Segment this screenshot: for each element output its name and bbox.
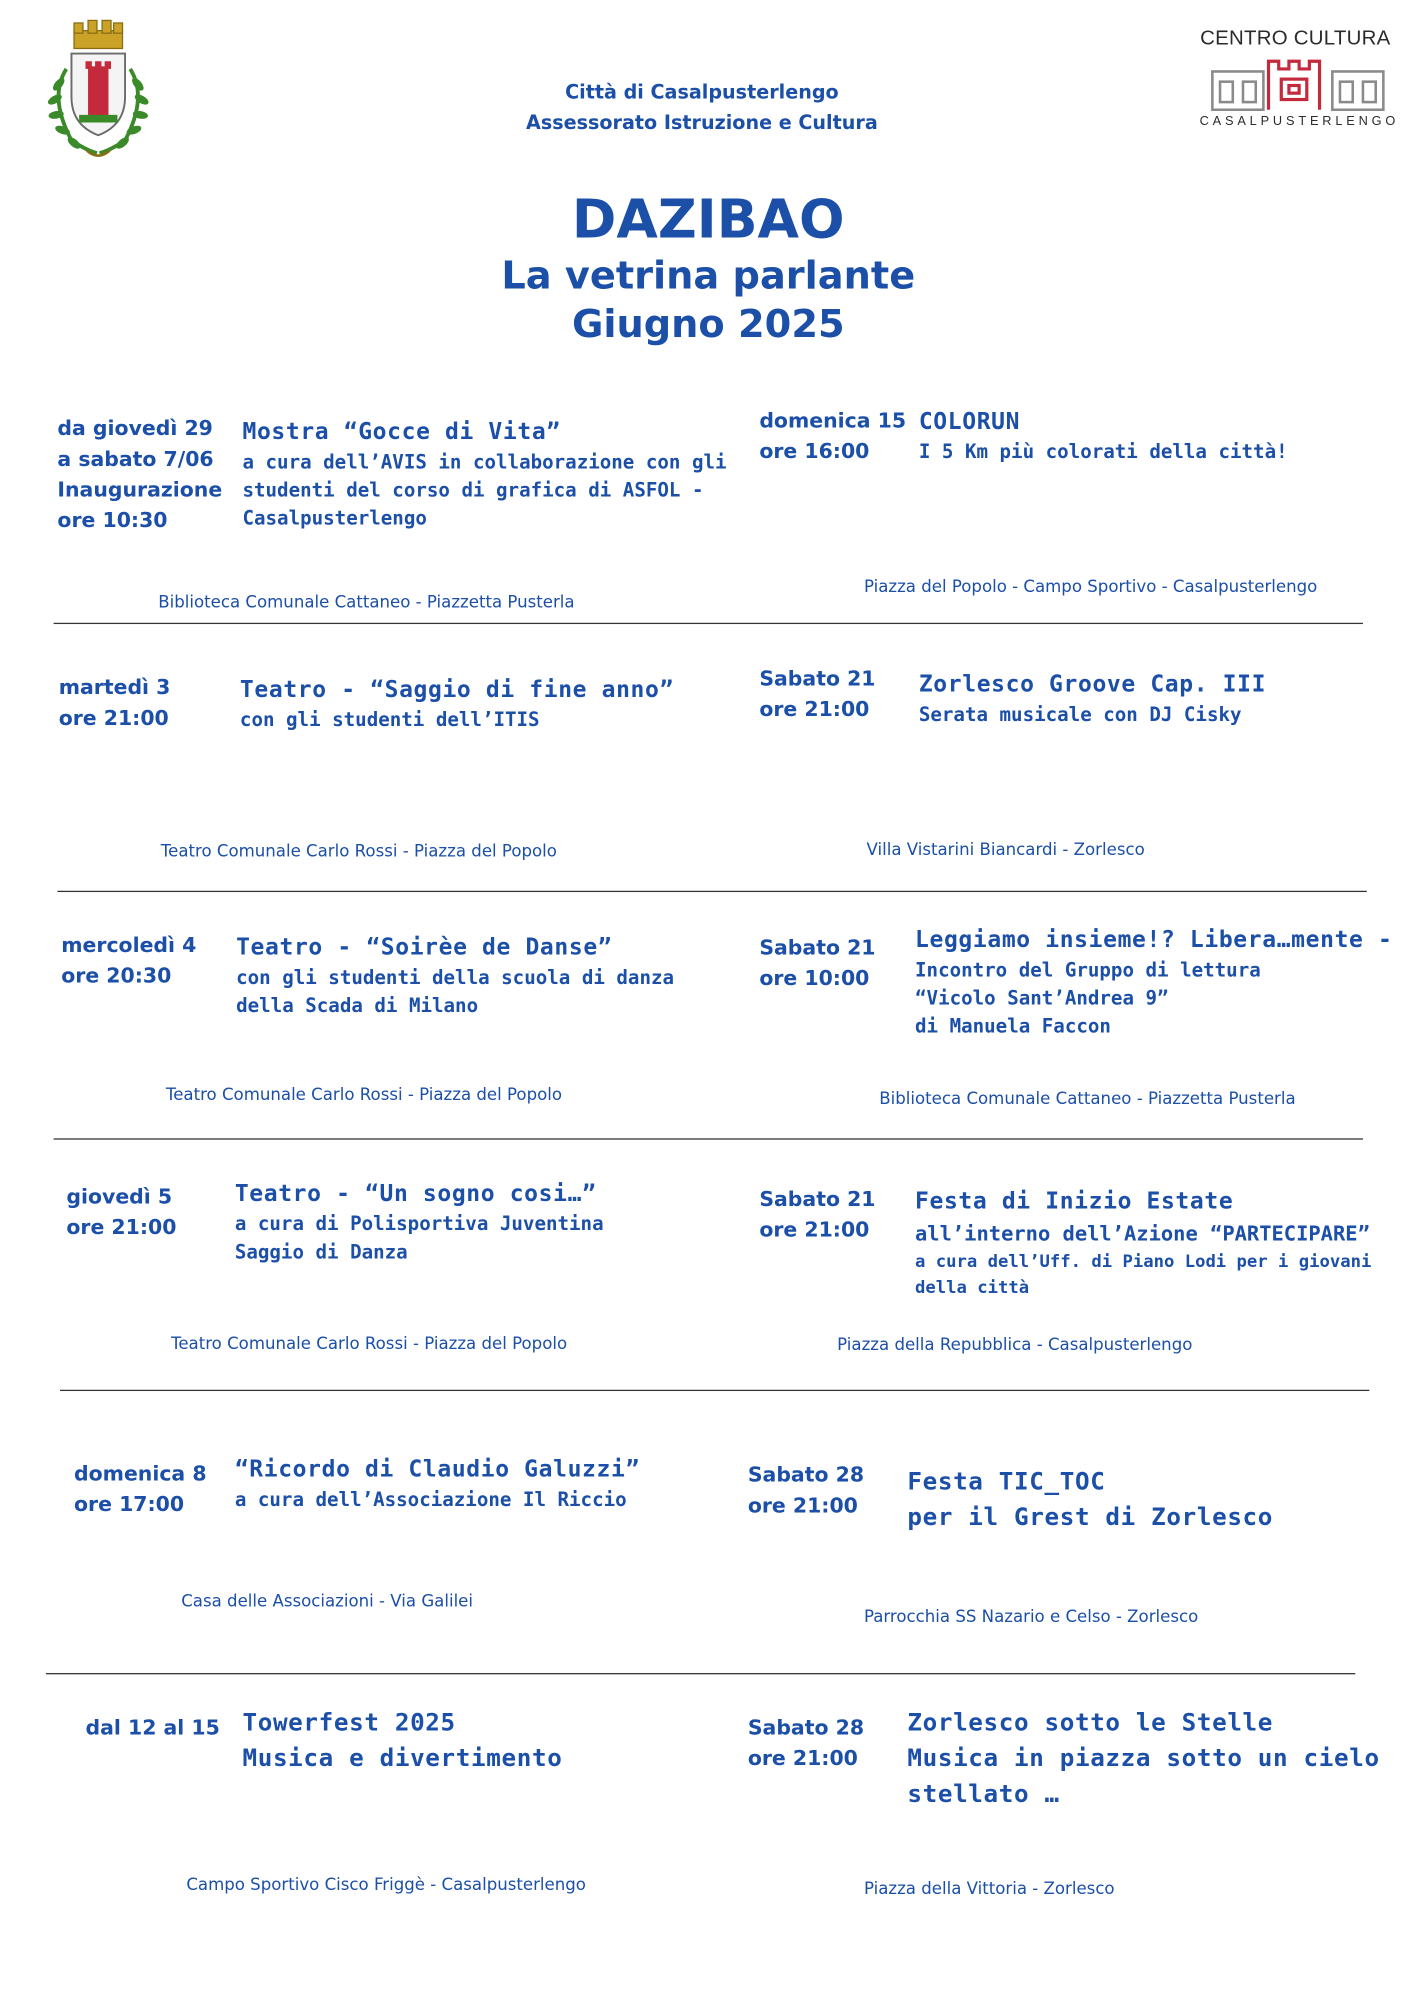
event-block — [242, 1705, 562, 1776]
event-detail: della Scada di Milano — [236, 994, 479, 1018]
event-block — [907, 1464, 1273, 1535]
event-block — [919, 406, 1288, 466]
event-location: Teatro Comunale Carlo Rossi - Piazza del Popolo — [171, 1334, 568, 1355]
event-block — [242, 416, 726, 532]
event-detail: Musica e divertimento — [242, 1744, 563, 1773]
event-title: Towerfest 2025 — [242, 1708, 456, 1737]
poster-subtitle: La vetrina parlante — [501, 253, 916, 299]
event-title: Zorlesco sotto le Stelle — [907, 1708, 1274, 1737]
date-line: da giovedì 29 — [57, 416, 213, 441]
date-line: ore 10:00 — [759, 966, 870, 991]
event-detail: a cura dell’AVIS in collaborazione con gli — [242, 450, 727, 474]
event-title: Teatro - “Soirèe de Danse” — [236, 934, 613, 961]
event-block — [915, 924, 1392, 1040]
row-divider — [57, 891, 1366, 892]
event-detail: “Vicolo Sant’Andrea 9” — [915, 986, 1169, 1010]
event-date — [74, 1459, 207, 1520]
event-title: Mostra “Gocce di Vita” — [242, 418, 561, 446]
row-divider — [60, 1390, 1369, 1391]
event-date — [748, 1460, 864, 1521]
event-detail: con gli studenti della scuola di danza — [236, 966, 675, 990]
date-line: ore 10:30 — [57, 507, 168, 533]
event-date — [57, 413, 222, 536]
event-title: Festa di Inizio Estate — [915, 1188, 1234, 1215]
event-block — [236, 932, 674, 1020]
event-detail: Incontro del Gruppo di lettura — [915, 958, 1261, 982]
event-location: Casa delle Associazioni - Via Galilei — [181, 1592, 474, 1612]
date-line: Inaugurazione — [57, 477, 223, 502]
event-location: Biblioteca Comunale Cattaneo - Piazzetta Pusterla — [879, 1089, 1296, 1109]
event-title: Teatro - “Saggio di fine anno” — [239, 676, 674, 704]
event-date — [86, 1713, 220, 1744]
event-date — [61, 930, 196, 991]
event-date — [748, 1713, 864, 1774]
logo-bottom-text: CASALPUSTERLENGO — [1199, 114, 1400, 129]
date-line: martedì 3 — [58, 675, 171, 700]
date-line: ore 21:00 — [58, 705, 169, 730]
date-line: ore 21:00 — [66, 1214, 177, 1240]
event-block — [240, 674, 674, 734]
event-block — [919, 669, 1266, 729]
date-line: ore 21:00 — [759, 696, 870, 722]
event-detail: Casalpusterlengo — [242, 506, 427, 530]
row-divider — [54, 623, 1363, 624]
event-title: Festa TIC_TOC — [907, 1467, 1106, 1496]
event-date — [59, 673, 171, 734]
event-detail: studenti del corso di grafica di ASFOL - — [242, 478, 704, 502]
date-line: ore 17:00 — [74, 1491, 185, 1517]
event-detail: Musica in piazza sotto un cielo — [907, 1744, 1380, 1773]
event-detail: a cura dell’Associazione Il Riccio — [234, 1488, 627, 1511]
event-detail: a cura dell’Uff. di Piano Lodi per i giovani — [915, 1251, 1372, 1273]
event-date — [759, 664, 875, 725]
event-title: Teatro - “Un sogno cosi…” — [234, 1180, 597, 1208]
event-detail: Saggio di Danza — [234, 1240, 408, 1264]
date-line: Sabato 21 — [759, 1186, 876, 1212]
poster-period: Giugno 2025 — [571, 302, 845, 348]
department-name: Assessorato Istruzione e Cultura — [526, 111, 878, 134]
date-line: dal 12 al 15 — [85, 1715, 220, 1740]
event-title: Leggiamo insieme!? Libera…mente - — [915, 926, 1393, 954]
event-location: Teatro Comunale Carlo Rossi - Piazza del Popolo — [165, 1086, 563, 1106]
event-location: Biblioteca Comunale Cattaneo - Piazzetta Pusterla — [158, 593, 575, 613]
city-name: Città di Casalpusterlengo — [565, 80, 839, 104]
event-detail: di Manuela Faccon — [915, 1014, 1111, 1038]
logo-top-text: CENTRO CULTURA — [1200, 28, 1391, 50]
date-line: ore 16:00 — [759, 439, 870, 464]
coat-of-arms-logo — [41, 18, 156, 166]
date-line: Sabato 21 — [759, 935, 876, 960]
event-detail: per il Grest di Zorlesco — [907, 1503, 1274, 1532]
date-line: domenica 8 — [74, 1461, 207, 1486]
poster-title: DAZIBAO — [571, 187, 845, 251]
date-line: ore 21:00 — [747, 1493, 858, 1518]
date-line: domenica 15 — [759, 408, 907, 433]
event-block — [907, 1705, 1379, 1812]
date-line: ore 21:00 — [759, 1217, 870, 1242]
event-date — [66, 1182, 176, 1243]
event-detail: I 5 Km più colorati della città! — [918, 440, 1288, 464]
event-title: COLORUN — [918, 408, 1021, 436]
event-detail: della città — [915, 1277, 1030, 1298]
date-line: Sabato 28 — [747, 1462, 865, 1487]
event-date — [759, 933, 875, 994]
event-block — [915, 1186, 1371, 1301]
row-divider — [46, 1673, 1355, 1674]
date-line: giovedì 5 — [66, 1184, 173, 1209]
event-location: Teatro Comunale Carlo Rossi - Piazza del Popolo — [160, 842, 557, 862]
event-detail: stellato … — [907, 1780, 1060, 1809]
event-location: Campo Sportivo Cisco Friggè - Casalpusterlengo — [186, 1875, 586, 1896]
date-line: mercoledì 4 — [61, 932, 197, 958]
centro-cultura-logo — [1199, 28, 1400, 133]
date-line: ore 21:00 — [747, 1745, 858, 1771]
event-detail: all’interno dell’Azione “PARTECIPARE” — [915, 1221, 1370, 1246]
date-line: Sabato 21 — [759, 666, 876, 691]
event-block — [235, 1178, 604, 1266]
row-divider — [54, 1138, 1363, 1139]
event-title: Zorlesco Groove Cap. III — [918, 671, 1267, 699]
event-location: Piazza della Vittoria - Zorlesco — [863, 1879, 1115, 1899]
date-line: ore 20:30 — [61, 963, 172, 988]
event-location: Parrocchia SS Nazario e Celso - Zorlesco — [863, 1607, 1199, 1628]
event-date — [759, 1184, 875, 1245]
event-title: “Ricordo di Claudio Galuzzi” — [234, 1456, 640, 1483]
event-location: Piazza del Popolo - Campo Sportivo - Casalpusterlengo — [863, 578, 1318, 598]
event-date — [759, 406, 906, 467]
date-line: Sabato 28 — [747, 1715, 865, 1740]
event-detail: Serata musicale con DJ Cisky — [918, 703, 1242, 727]
event-block — [235, 1454, 640, 1514]
event-detail: con gli studenti dell’ITIS — [239, 708, 540, 732]
event-location: Villa Vistarini Biancardi - Zorlesco — [866, 840, 1145, 861]
event-location: Piazza della Repubblica - Casalpusterlengo — [837, 1336, 1193, 1356]
date-line: a sabato 7/06 — [57, 446, 214, 471]
event-detail: a cura di Polisportiva Juventina — [234, 1212, 604, 1236]
building-icon — [1210, 56, 1386, 112]
